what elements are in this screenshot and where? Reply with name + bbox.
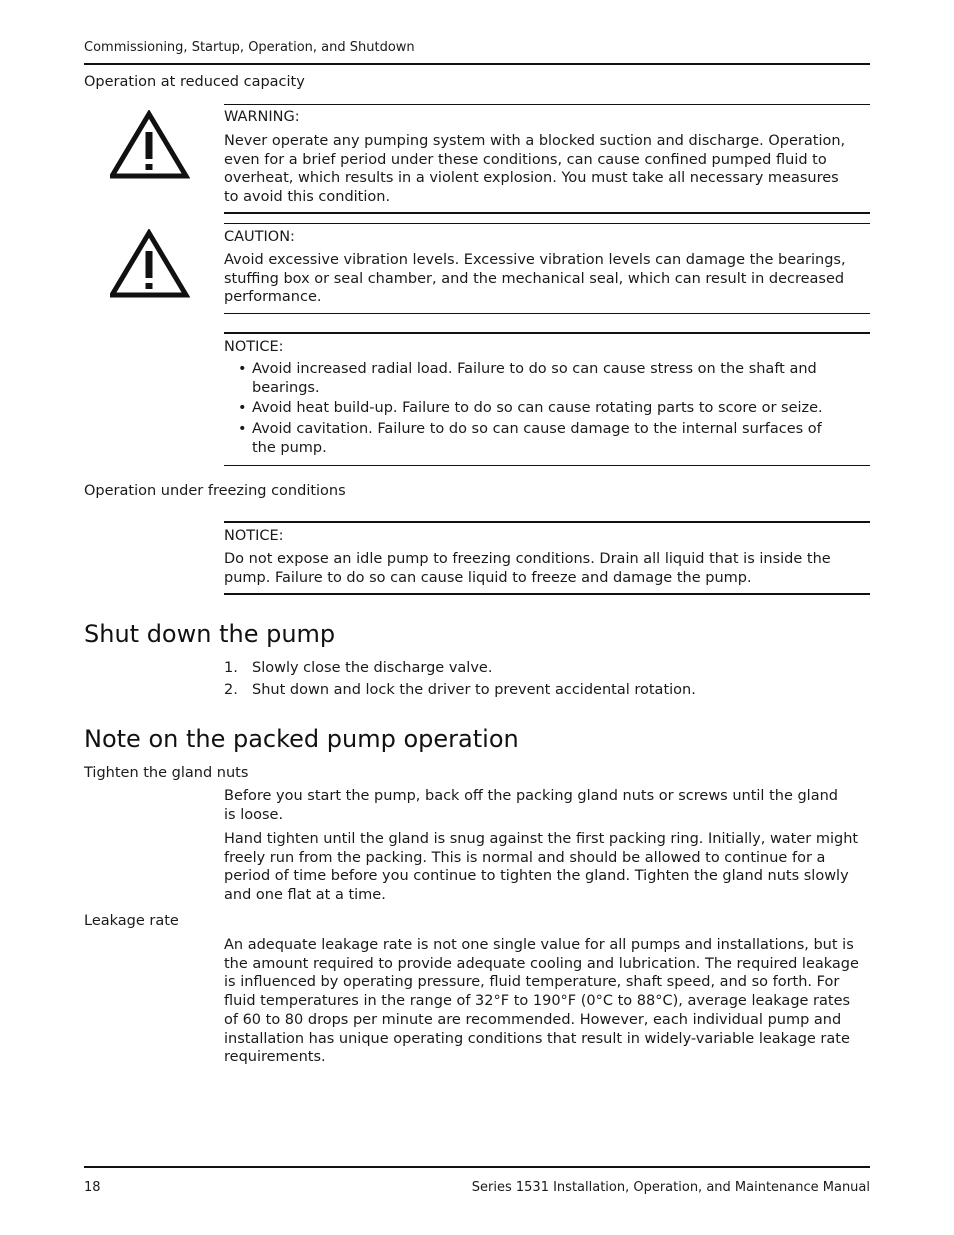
freezing-notice-label: NOTICE: [224,528,284,544]
caution-text: Avoid excessive vibration levels. Excessive vibration levels can damage the bearings, stuffing box or seal chamber, and the mechanical seal, which can result in decreased performance. [224,252,846,306]
gland-paragraph-1: Before you start the pump, back off the packing gland nuts or screws until the gland is loose. [224,788,838,823]
caution-triangle-icon [110,229,190,299]
freezing-notice-text: Do not expose an idle pump to freezing conditions. Drain all liquid that is inside the pump. Failure to do so can cause liquid to freeze and damage the pump. [224,551,831,586]
gland-heading: Tighten the gland nuts [84,765,249,781]
notice-label: NOTICE: [224,339,284,355]
caution-bottom-rule [224,313,870,314]
list-item [224,659,844,678]
list-item: • Avoid heat build-up. Failure to do so can cause rotating parts to score or seize. [238,400,823,417]
step-number: 1. [224,660,238,676]
packed-title: Note on the packed pump operation [84,725,519,753]
warning-triangle-icon [110,110,190,180]
step-number: 2. [224,681,238,698]
notice-top-rule [224,332,870,334]
reduced-capacity-heading: Operation at reduced capacity [84,74,305,90]
notice-bottom-rule [224,465,870,466]
leakage-heading: Leakage rate [84,913,179,929]
shutdown-steps [224,659,844,702]
gland-paragraph-2: Hand tighten until the gland is snug against the first packing ring. Initially, water might freely run from the packing. This is normal and should be allowed to continue for a period of time before you continue to tighten the gland. Tighten the gland nuts slowly and one flat at a time. [224,831,859,904]
step-text: Slowly close the discharge valve. [252,660,493,676]
freezing-heading: Operation under freezing conditions [84,483,346,499]
header-rule [84,63,870,65]
warning-top-rule [224,104,870,105]
warning-label: WARNING: [224,109,300,125]
caution-label: CAUTION: [224,229,295,245]
list-item-text: Avoid heat build-up. Failure to do so can cause rotating parts to score or seize. [252,400,823,417]
caution-top-rule [224,223,870,224]
page-number: 18 [84,1180,101,1195]
list-item: • Avoid increased radial load. Failure to do so can cause stress on the shaft and bearings. [238,361,817,396]
manual-title: Series 1531 Installation, Operation, and Maintenance Manual [471,1180,870,1195]
warning-text: Never operate any pumping system with a blocked suction and discharge. Operation, even for a brief period under these conditions, can cause confined pumped fluid to overheat, which results in a violent explosion. You must take all necessary measures to avoid this condition. [224,133,846,206]
notice-bullet-list [224,360,824,458]
list-item-text: Avoid increased radial load. Failure to do so can cause stress on the shaft and bearings. [252,361,817,396]
running-header: Commissioning, Startup, Operation, and Shutdown [84,40,415,55]
leakage-paragraph: An adequate leakage rate is not one single value for all pumps and installations, but is the amount required to provide adequate cooling and lubrication. The required leakage is influenced by operating pressure, fluid temperature, shaft speed, and so forth. For fluid temperatures in the range of 32°F to 190°F (0°C to 88°C), average leakage rates of 60 to 80 drops per minute are recommended. However, each individual pump and installation has unique operating conditions that result in widely-variable leakage rate requirements. [224,937,859,1066]
list-item [224,681,844,700]
warning-bottom-rule [224,212,870,214]
footer-rule [84,1166,870,1168]
step-text: Shut down and lock the driver to prevent accidental rotation. [252,681,696,698]
freezing-notice-top-rule [224,521,870,523]
freezing-notice-bottom-rule [224,593,870,595]
shutdown-title: Shut down the pump [84,620,336,648]
list-item-text: Avoid cavitation. Failure to do so can cause damage to the internal surfaces of the pump. [252,421,822,456]
list-item: • Avoid cavitation. Failure to do so can cause damage to the internal surfaces of the pump. [238,421,822,456]
